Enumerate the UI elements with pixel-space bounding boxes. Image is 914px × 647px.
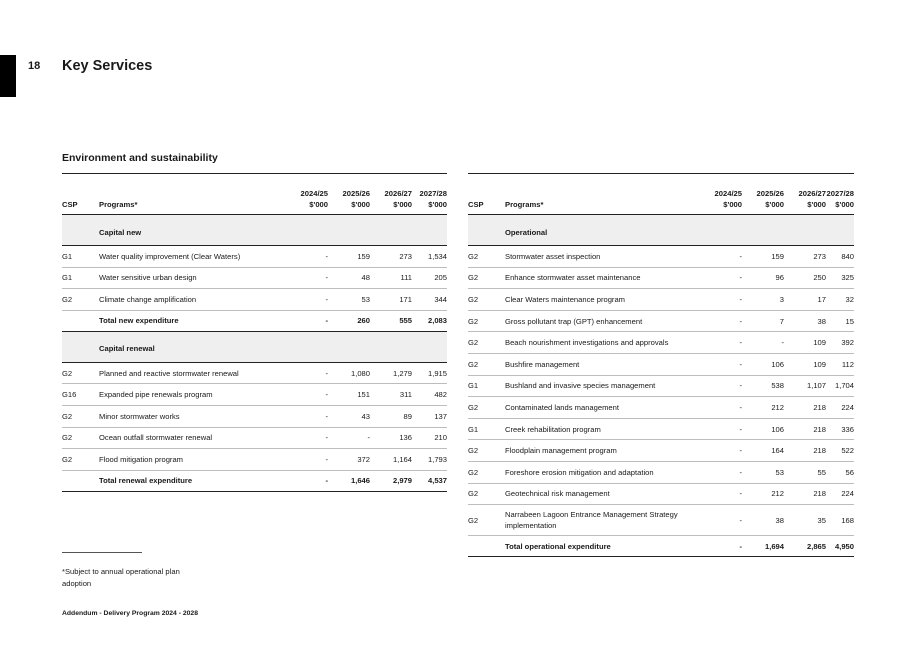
program-name: Planned and reactive stormwater renewal: [99, 362, 291, 384]
value-y4: 1,704: [826, 375, 854, 397]
program-name: Expanded pipe renewals program: [99, 384, 291, 406]
value-y3: 109: [784, 332, 826, 354]
value-y2: 212: [742, 397, 784, 419]
table-header-row: [62, 174, 447, 215]
value-y4: 224: [826, 483, 854, 505]
value-y4: 344: [412, 289, 447, 311]
value-y2: -: [742, 332, 784, 354]
program-name: Beach nourishment investigations and approvals: [505, 332, 705, 354]
value-y2: 53: [328, 289, 370, 311]
value-y1: -: [291, 246, 328, 268]
col-header-year-2: 2025/26 $'000: [742, 174, 784, 215]
table-row: [62, 405, 447, 427]
page-tab-marker: [0, 55, 16, 97]
program-name: Clear Waters maintenance program: [505, 289, 705, 311]
group-label: Operational: [505, 215, 854, 246]
table-row: [62, 427, 447, 449]
value-y2: 151: [328, 384, 370, 406]
csp-code: G2: [468, 461, 505, 483]
value-y3: 218: [784, 418, 826, 440]
col-header-year-1: 2024/25 $'000: [291, 174, 328, 215]
table-row: [468, 289, 854, 311]
col-header-year-3: 2026/27 $'000: [370, 174, 412, 215]
csp-code: G2: [468, 440, 505, 462]
value-y4: 210: [412, 427, 447, 449]
table-row: [62, 449, 447, 471]
value-y4: 522: [826, 440, 854, 462]
value-y3: 136: [370, 427, 412, 449]
csp-code: G2: [62, 449, 99, 471]
value-y2: -: [328, 427, 370, 449]
value-y1: -: [291, 405, 328, 427]
value-y3: 273: [784, 246, 826, 268]
col-header-programs: Programs*: [505, 174, 705, 215]
value-y2: 372: [328, 449, 370, 471]
table-row: [62, 362, 447, 384]
value-y3: 111: [370, 267, 412, 289]
col-header-year-4: 2027/28 $'000: [826, 174, 854, 215]
value-y1: -: [291, 289, 328, 311]
value-y2: 43: [328, 405, 370, 427]
program-name: Climate change amplification: [99, 289, 291, 311]
value-y2: 7: [742, 310, 784, 332]
value-y3: 55: [784, 461, 826, 483]
program-name: Bushland and invasive species management: [505, 375, 705, 397]
program-name: Floodplain management program: [505, 440, 705, 462]
value-y2: 38: [742, 505, 784, 536]
value-y3: 1,279: [370, 362, 412, 384]
section-title: Environment and sustainability: [62, 152, 218, 164]
page-footer: Addendum - Delivery Program 2024 - 2028: [62, 610, 198, 617]
value-y3: 250: [784, 267, 826, 289]
value-y3: 218: [784, 483, 826, 505]
footnote-divider: [62, 552, 142, 553]
value-y4: 224: [826, 397, 854, 419]
table-header-row: [468, 174, 854, 215]
value-y1: -: [705, 461, 742, 483]
value-y4: 137: [412, 405, 447, 427]
value-y1: -: [705, 505, 742, 536]
table-row: [468, 397, 854, 419]
table-row: [468, 353, 854, 375]
value-y1: -: [705, 397, 742, 419]
program-name: Gross pollutant trap (GPT) enhancement: [505, 310, 705, 332]
csp-code: G2: [62, 405, 99, 427]
page-number: 18: [28, 60, 41, 72]
value-y2: 48: [328, 267, 370, 289]
program-name: Narrabeen Lagoon Entrance Management Strategy implementation: [505, 505, 705, 536]
table-row: [468, 310, 854, 332]
total-y3: 2,865: [784, 536, 826, 557]
value-y4: 56: [826, 461, 854, 483]
footnote: *Subject to annual operational plan adoption: [62, 567, 180, 588]
value-y1: -: [705, 375, 742, 397]
value-y2: 3: [742, 289, 784, 311]
csp-code: G2: [468, 267, 505, 289]
value-y3: 109: [784, 353, 826, 375]
value-y1: -: [705, 483, 742, 505]
value-y3: 171: [370, 289, 412, 311]
value-y4: 205: [412, 267, 447, 289]
value-y4: 336: [826, 418, 854, 440]
value-y4: 168: [826, 505, 854, 536]
value-y3: 35: [784, 505, 826, 536]
program-name: Contaminated lands management: [505, 397, 705, 419]
value-y1: -: [705, 418, 742, 440]
value-y1: -: [291, 267, 328, 289]
csp-code: G2: [468, 332, 505, 354]
value-y4: 392: [826, 332, 854, 354]
total-y1: -: [705, 536, 742, 557]
program-name: Flood mitigation program: [99, 449, 291, 471]
program-name: Foreshore erosion mitigation and adaptation: [505, 461, 705, 483]
value-y3: 273: [370, 246, 412, 268]
capital-new-total-row: [62, 310, 447, 331]
value-y3: 218: [784, 397, 826, 419]
table-row: [468, 505, 854, 536]
total-y4: 2,083: [412, 310, 447, 331]
csp-code: G2: [468, 397, 505, 419]
value-y1: -: [705, 353, 742, 375]
value-y4: 840: [826, 246, 854, 268]
csp-code: G2: [62, 427, 99, 449]
csp-code: G1: [62, 246, 99, 268]
value-y1: -: [705, 440, 742, 462]
total-label: Total new expenditure: [99, 310, 291, 331]
value-y3: 38: [784, 310, 826, 332]
operational-programs-table: [468, 173, 854, 557]
program-name: Creek rehabilitation program: [505, 418, 705, 440]
total-y4: 4,950: [826, 536, 854, 557]
total-y1: -: [291, 470, 328, 491]
value-y1: -: [291, 384, 328, 406]
table-row: [62, 384, 447, 406]
col-header-year-1: 2024/25 $'000: [705, 174, 742, 215]
csp-code: G1: [468, 418, 505, 440]
col-header-year-3: 2026/27 $'000: [784, 174, 826, 215]
value-y1: -: [705, 267, 742, 289]
value-y1: -: [705, 332, 742, 354]
value-y1: -: [705, 310, 742, 332]
value-y4: 1,534: [412, 246, 447, 268]
table-row: [468, 246, 854, 268]
value-y1: -: [705, 246, 742, 268]
table-row: [468, 267, 854, 289]
program-name: Water sensitive urban design: [99, 267, 291, 289]
csp-code: G16: [62, 384, 99, 406]
value-y2: 1,080: [328, 362, 370, 384]
csp-code: G2: [468, 505, 505, 536]
table-row: [468, 483, 854, 505]
value-y2: 96: [742, 267, 784, 289]
csp-code: G2: [468, 289, 505, 311]
program-name: Minor stormwater works: [99, 405, 291, 427]
value-y3: 17: [784, 289, 826, 311]
value-y2: 159: [328, 246, 370, 268]
capital-renewal-group-header: [62, 331, 447, 362]
col-header-csp: CSP: [62, 174, 99, 215]
value-y3: 1,107: [784, 375, 826, 397]
program-name: Bushfire management: [505, 353, 705, 375]
value-y1: -: [291, 362, 328, 384]
value-y1: -: [291, 427, 328, 449]
value-y2: 106: [742, 418, 784, 440]
program-name: Water quality improvement (Clear Waters): [99, 246, 291, 268]
value-y3: 1,164: [370, 449, 412, 471]
csp-code: G2: [62, 289, 99, 311]
total-y2: 1,694: [742, 536, 784, 557]
operational-group-header: [468, 215, 854, 246]
value-y4: 325: [826, 267, 854, 289]
total-y3: 555: [370, 310, 412, 331]
table-row: [468, 440, 854, 462]
capital-renewal-total-row: [62, 470, 447, 491]
value-y2: 212: [742, 483, 784, 505]
total-y4: 4,537: [412, 470, 447, 491]
value-y4: 112: [826, 353, 854, 375]
csp-code: G2: [468, 246, 505, 268]
total-label: Total operational expenditure: [505, 536, 705, 557]
total-y3: 2,979: [370, 470, 412, 491]
table-row: [468, 461, 854, 483]
page-title: Key Services: [62, 58, 153, 74]
program-name: Ocean outfall stormwater renewal: [99, 427, 291, 449]
value-y4: 15: [826, 310, 854, 332]
col-header-year-4: 2027/28 $'000: [412, 174, 447, 215]
table-row: [62, 289, 447, 311]
value-y2: 53: [742, 461, 784, 483]
csp-code: G1: [62, 267, 99, 289]
table-row: [62, 267, 447, 289]
value-y4: 1,915: [412, 362, 447, 384]
table-row: [468, 375, 854, 397]
total-y1: -: [291, 310, 328, 331]
csp-code: G2: [468, 353, 505, 375]
table-row: [468, 332, 854, 354]
col-header-year-2: 2025/26 $'000: [328, 174, 370, 215]
value-y4: 32: [826, 289, 854, 311]
value-y4: 1,793: [412, 449, 447, 471]
value-y2: 159: [742, 246, 784, 268]
value-y2: 538: [742, 375, 784, 397]
value-y4: 482: [412, 384, 447, 406]
total-label: Total renewal expenditure: [99, 470, 291, 491]
col-header-csp: CSP: [468, 174, 505, 215]
value-y1: -: [705, 289, 742, 311]
col-header-programs: Programs*: [99, 174, 291, 215]
group-label: Capital new: [99, 215, 447, 246]
table-row: [468, 418, 854, 440]
capital-new-group-header: [62, 215, 447, 246]
program-name: Geotechnical risk management: [505, 483, 705, 505]
program-name: Enhance stormwater asset maintenance: [505, 267, 705, 289]
value-y3: 311: [370, 384, 412, 406]
total-y2: 260: [328, 310, 370, 331]
csp-code: G2: [468, 310, 505, 332]
table-row: [62, 246, 447, 268]
value-y3: 218: [784, 440, 826, 462]
total-y2: 1,646: [328, 470, 370, 491]
program-name: Stormwater asset inspection: [505, 246, 705, 268]
csp-code: G1: [468, 375, 505, 397]
group-label: Capital renewal: [99, 331, 447, 362]
operational-total-row: [468, 536, 854, 557]
csp-code: G2: [468, 483, 505, 505]
csp-code: G2: [62, 362, 99, 384]
value-y2: 164: [742, 440, 784, 462]
capital-programs-table: [62, 173, 447, 492]
value-y3: 89: [370, 405, 412, 427]
value-y1: -: [291, 449, 328, 471]
value-y2: 106: [742, 353, 784, 375]
